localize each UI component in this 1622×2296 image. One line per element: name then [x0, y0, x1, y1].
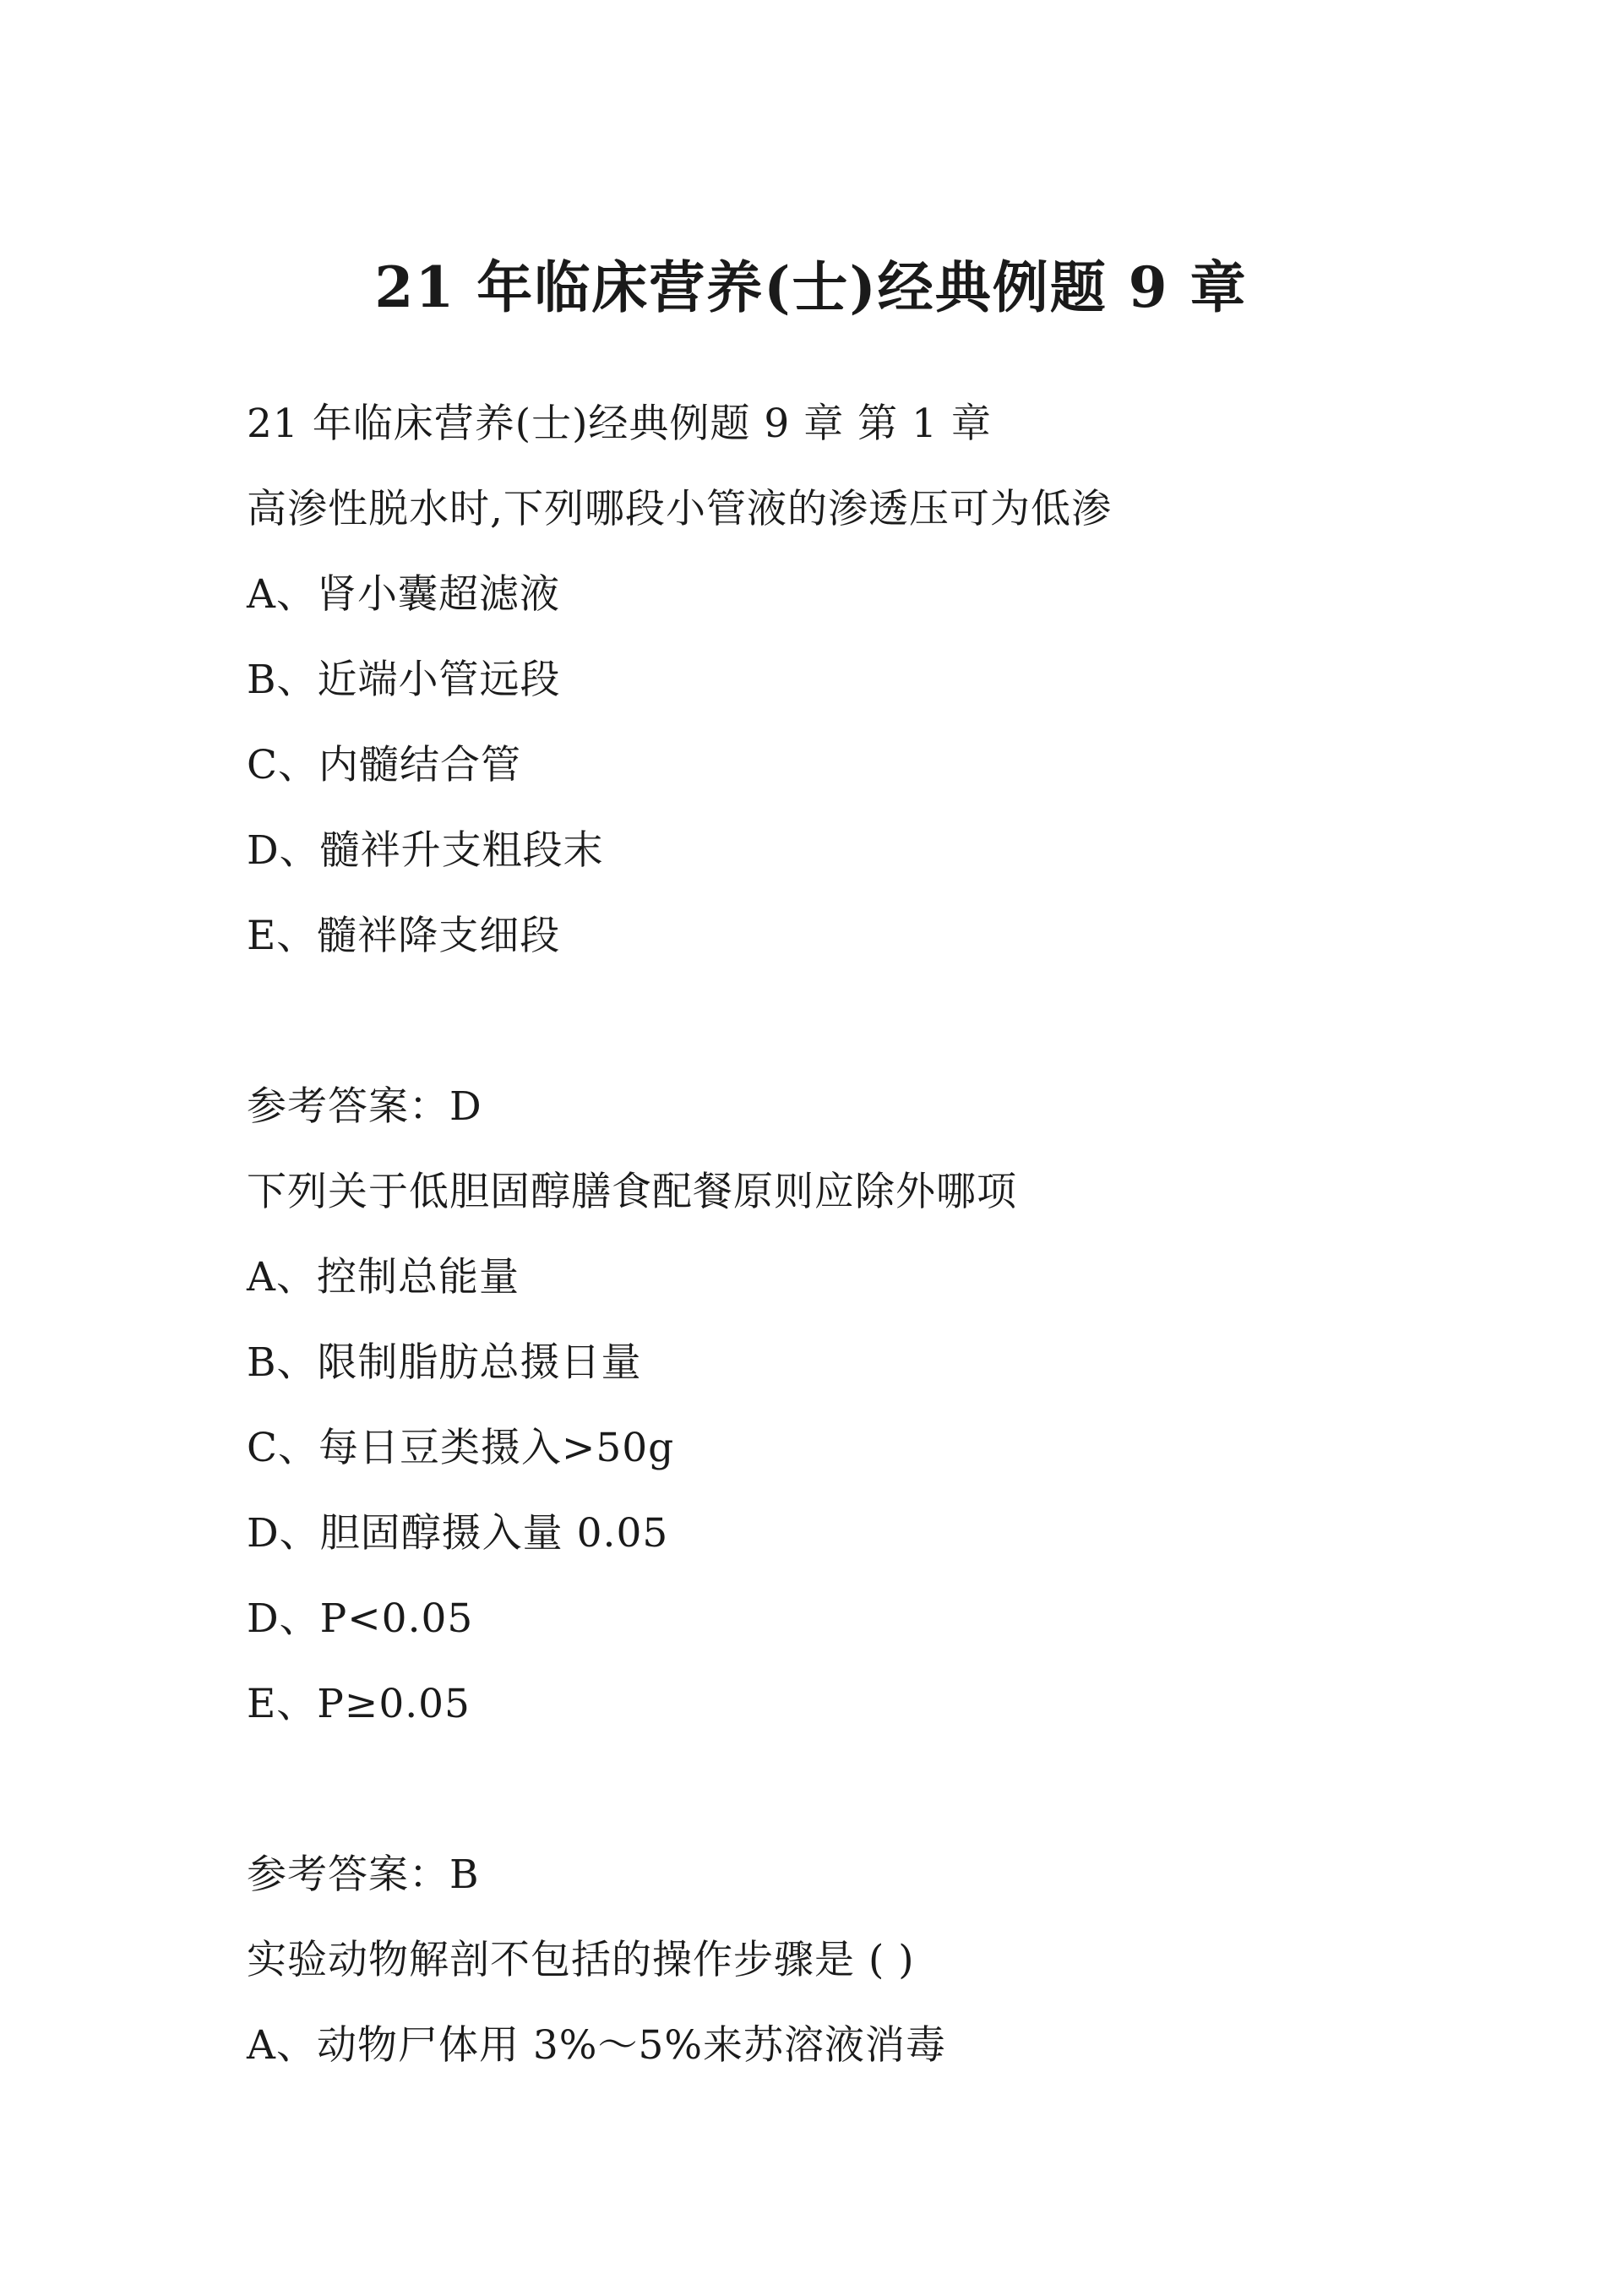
- question-option: D、髓袢升支粗段末: [247, 827, 604, 874]
- question-option: B、近端小管远段: [247, 657, 561, 703]
- document-body: [247, 399, 1514, 2106]
- question-option: B、限制脂肪总摄日量: [247, 1339, 642, 1386]
- question-option: E、P≥0.05: [247, 1681, 471, 1727]
- question-stem: 实验动物解剖不包括的操作步骤是 ( ): [247, 1937, 915, 1983]
- question-answer: 参考答案：D: [247, 1083, 482, 1130]
- question-option: C、内髓结合管: [247, 742, 521, 788]
- question-stem: 高渗性脱水时,下列哪段小管液的渗透压可为低渗: [247, 486, 1112, 532]
- question-option: D、胆固醇摄入量 0.05: [247, 1510, 669, 1557]
- question-answer: 参考答案：B: [247, 1852, 480, 1898]
- document-title: 21 年临床营养(士)经典例题 9 章: [374, 254, 1248, 320]
- question-stem: 下列关于低胆固醇膳食配餐原则应除外哪项: [247, 1169, 1017, 1215]
- chapter-heading: 21 年临床营养(士)经典例题 9 章 第 1 章: [247, 401, 992, 447]
- question-option: D、P<0.05: [247, 1595, 474, 1642]
- question-option: C、每日豆类摄入>50g: [247, 1425, 675, 1471]
- question-option: E、髓袢降支细段: [247, 913, 561, 959]
- question-option: A、动物尸体用 3%～5%来苏溶液消毒: [247, 2022, 947, 2069]
- question-option: A、控制总能量: [247, 1254, 520, 1301]
- question-option: A、肾小囊超滤液: [247, 571, 560, 618]
